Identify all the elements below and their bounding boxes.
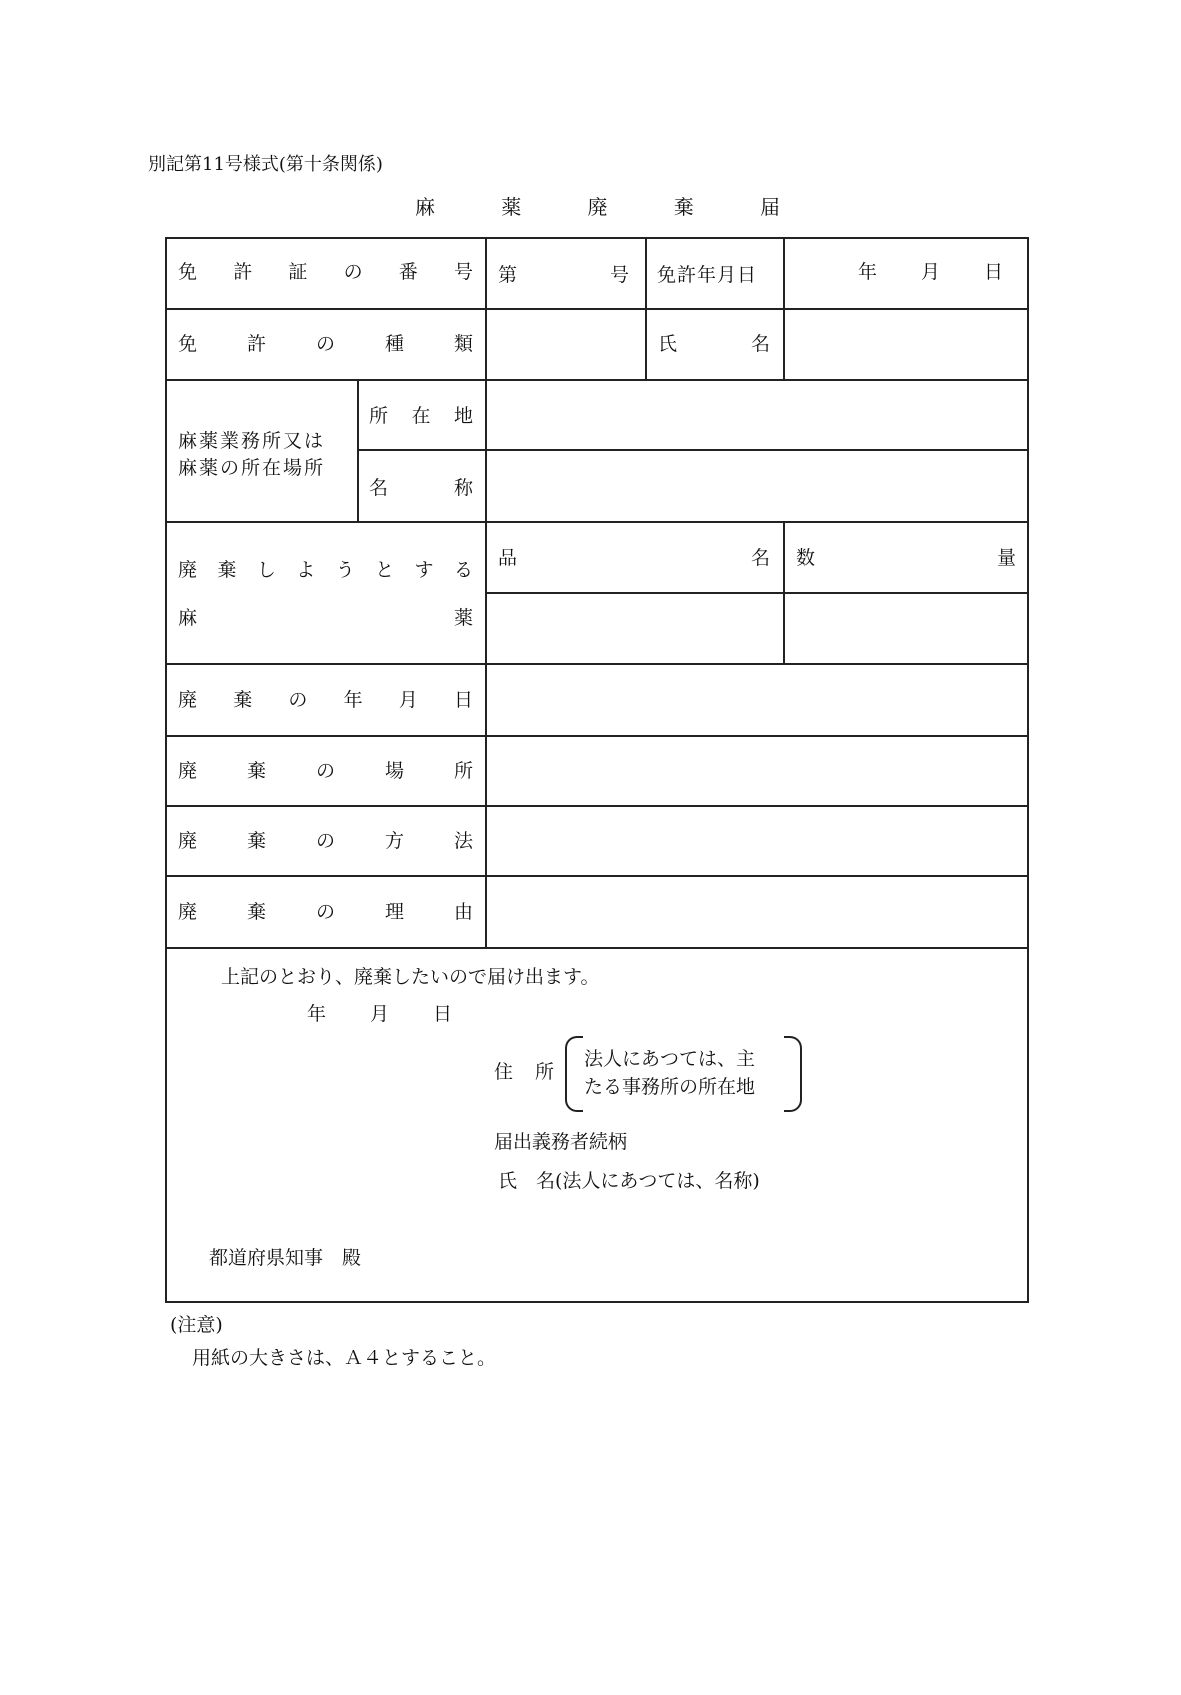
notes-text: 用紙の大きさは、Ａ４とすること。 [192, 1347, 497, 1369]
form-number-header: 別記第11号様式(第十条関係) [148, 154, 383, 175]
disposal-place-label: 廃棄の場所 [178, 760, 473, 782]
address-label: 所在地 [369, 405, 473, 427]
license-date-label: 免許年月日 [657, 264, 758, 286]
addressee: 都道府県知事 殿 [209, 1247, 362, 1269]
license-number-label: 免許証の番号 [178, 261, 473, 283]
location-group-label-2: 麻薬の所在場所 [178, 457, 326, 479]
disposal-method-field[interactable] [487, 807, 1027, 875]
disposal-date-field[interactable] [487, 665, 1027, 735]
address-note-1: 法人にあつては、主 [584, 1048, 756, 1070]
address-field[interactable] [487, 381, 1027, 449]
product-name-field[interactable] [487, 594, 783, 663]
disposal-place-field[interactable] [487, 737, 1027, 805]
right-bracket [784, 1036, 802, 1112]
disposal-date-label: 廃棄の年月日 [178, 689, 473, 711]
license-number-prefix: 第 [498, 264, 518, 286]
declaration-date[interactable]: 年月日 [307, 1003, 452, 1025]
facility-name-label: 名称 [369, 477, 473, 499]
license-date-field[interactable]: 年月日 [858, 261, 1003, 283]
license-type-label: 免許の種類 [178, 333, 473, 355]
product-name-label: 品名 [498, 547, 770, 569]
address-note-2: たる事務所の所在地 [584, 1076, 756, 1098]
quantity-field[interactable] [785, 594, 1027, 663]
disposal-reason-label: 廃棄の理由 [178, 901, 473, 923]
quantity-label: 数量 [796, 547, 1016, 569]
name-label: 氏名 [658, 333, 770, 355]
facility-name-field[interactable] [487, 451, 1027, 521]
license-type-field[interactable] [487, 310, 645, 379]
left-bracket [565, 1036, 583, 1112]
applicant-address-label: 住所 [494, 1061, 554, 1083]
notes-heading: (注意) [170, 1314, 223, 1336]
declaration-statement: 上記のとおり、廃棄したいので届け出ます。 [221, 966, 600, 988]
disposal-method-label: 廃棄の方法 [178, 830, 473, 852]
license-number-suffix: 号 [610, 264, 630, 286]
narcotic-label-2: 麻薬 [178, 607, 473, 629]
obligor-label: 届出義務者続柄 [494, 1131, 628, 1153]
narcotic-label-1: 廃棄しようとする [178, 559, 473, 581]
applicant-name-label: 氏 名(法人にあつては、名称) [498, 1170, 760, 1192]
name-field[interactable] [785, 310, 1027, 379]
disposal-reason-field[interactable] [487, 877, 1027, 947]
location-group-label-1: 麻薬業務所又は [178, 430, 326, 452]
form-title: 麻薬廃棄届 [415, 195, 780, 219]
